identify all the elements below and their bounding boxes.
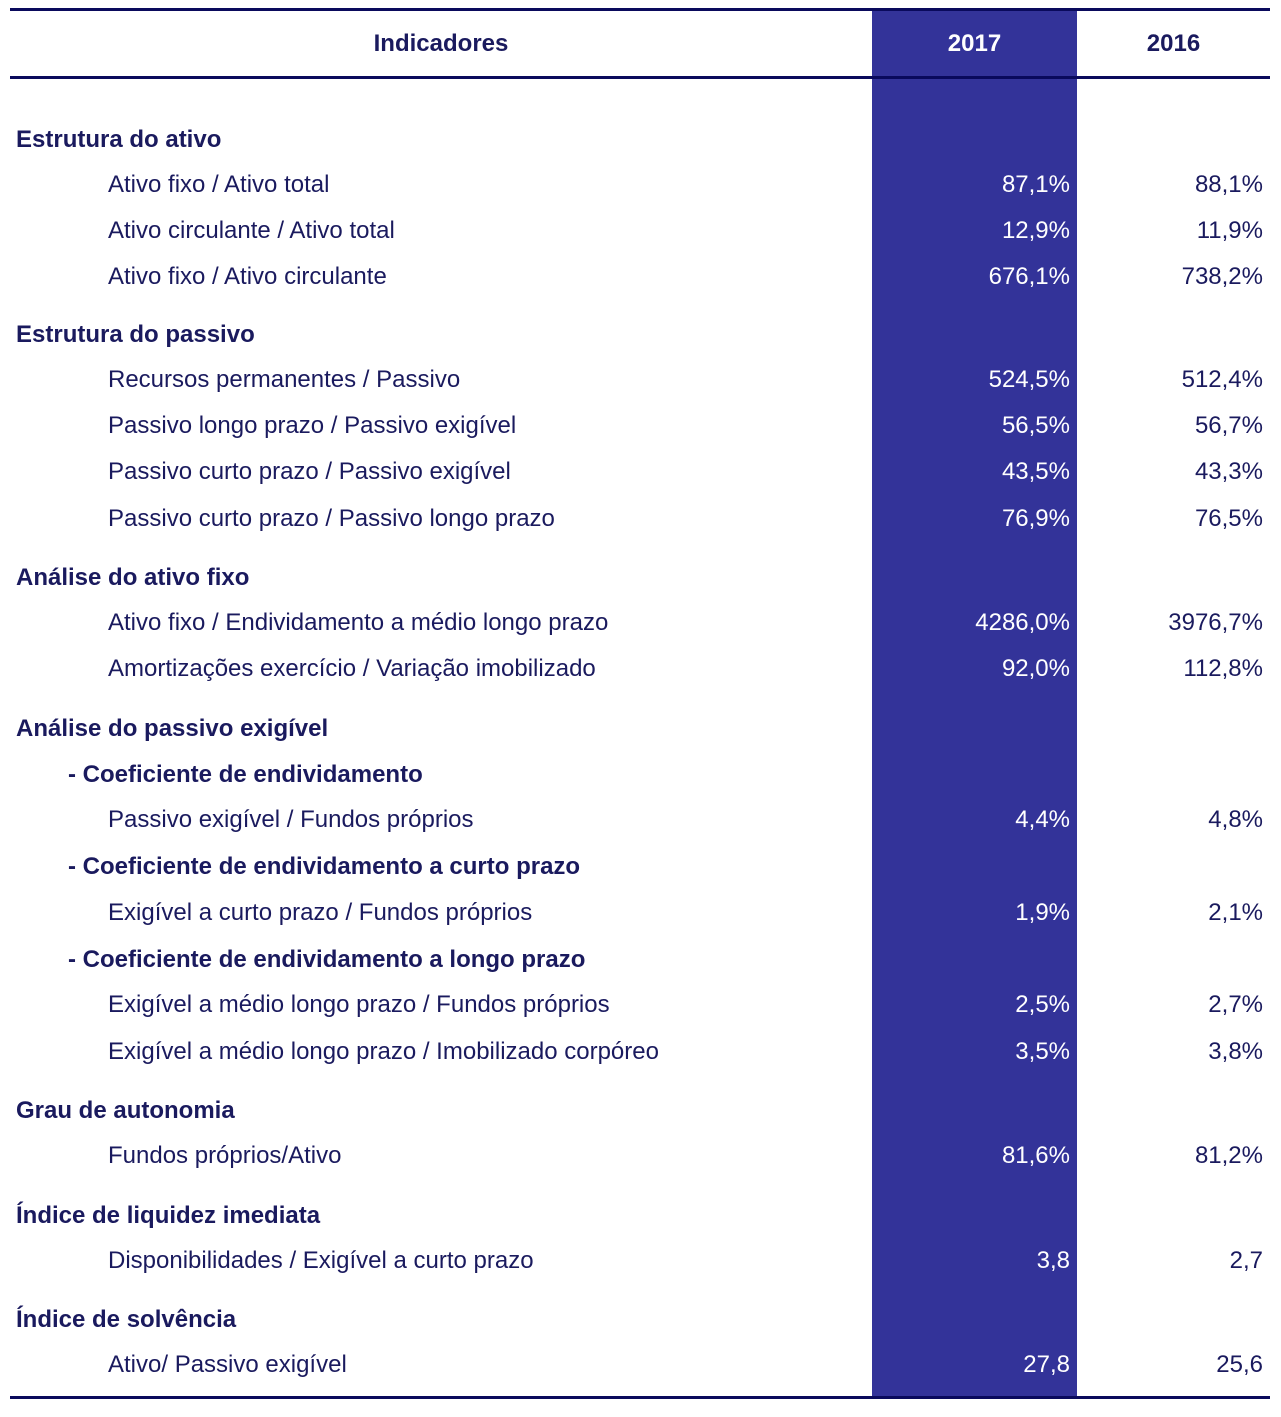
section-heading — [0, 117, 1281, 163]
value-2016: 43,3% — [1194, 458, 1263, 485]
table-row — [0, 1133, 1281, 1179]
row-label: Grau de autonomia — [16, 1097, 235, 1124]
row-label: Análise do ativo fixo — [16, 564, 250, 591]
value-2017: 81,6% — [1001, 1142, 1070, 1169]
row-label: Fundos próprios/Ativo — [108, 1142, 342, 1169]
row-label: - Coeficiente de endividamento a curto prazo — [68, 853, 581, 880]
table-row — [0, 797, 1281, 843]
row-label: Exigível a médio longo prazo / Imobilizado corpóreo — [108, 1038, 659, 1065]
section-heading — [0, 1193, 1281, 1239]
value-2016: 76,5% — [1194, 505, 1263, 532]
value-2016: 512,4% — [1181, 366, 1263, 393]
subsection-heading — [0, 844, 1281, 890]
value-2017: 4,4% — [1015, 806, 1070, 833]
bottom-rule — [10, 1396, 1270, 1399]
value-2017: 87,1% — [1001, 171, 1070, 198]
value-2016: 25,6 — [1216, 1351, 1263, 1378]
row-label: Disponibilidades / Exigível a curto prazo — [108, 1247, 534, 1274]
row-label: Passivo exigível / Fundos próprios — [108, 806, 474, 833]
row-label: Índice de solvência — [16, 1306, 237, 1333]
value-2016: 3976,7% — [1168, 609, 1263, 636]
table-row — [0, 1238, 1281, 1284]
table-row — [0, 600, 1281, 646]
value-2017: 12,9% — [1001, 217, 1070, 244]
row-label: - Coeficiente de endividamento — [68, 761, 423, 788]
table-row — [0, 890, 1281, 936]
table-row — [0, 449, 1281, 495]
table-row — [0, 162, 1281, 208]
value-2016: 2,7% — [1208, 991, 1263, 1018]
value-2016: 81,2% — [1194, 1142, 1263, 1169]
section-heading — [0, 706, 1281, 752]
value-2017: 43,5% — [1001, 458, 1070, 485]
section-heading — [0, 555, 1281, 601]
value-2016: 2,7 — [1229, 1247, 1263, 1274]
table-row — [0, 982, 1281, 1028]
value-2017: 3,5% — [1015, 1038, 1070, 1065]
value-2016: 3,8% — [1208, 1038, 1263, 1065]
row-label: Recursos permanentes / Passivo — [108, 366, 461, 393]
row-label: Passivo curto prazo / Passivo exigível — [108, 458, 511, 485]
value-2017: 1,9% — [1015, 899, 1070, 926]
value-2017: 4286,0% — [975, 609, 1070, 636]
row-label: Índice de liquidez imediata — [16, 1202, 321, 1229]
table-row — [0, 496, 1281, 542]
header-indicadores: Indicadores — [373, 30, 509, 57]
table-row — [0, 254, 1281, 300]
row-label: Estrutura do passivo — [16, 321, 255, 348]
value-2017: 676,1% — [988, 263, 1070, 290]
value-2017: 524,5% — [988, 366, 1070, 393]
value-2017: 76,9% — [1001, 505, 1070, 532]
row-label: Exigível a curto prazo / Fundos próprios — [108, 899, 533, 926]
row-label: Ativo fixo / Ativo circulante — [108, 263, 387, 290]
table-row — [0, 208, 1281, 254]
row-label: - Coeficiente de endividamento a longo prazo — [68, 946, 586, 973]
table-row — [0, 1029, 1281, 1075]
header-2016: 2016 — [1146, 30, 1201, 57]
subsection-heading — [0, 752, 1281, 798]
table-row — [0, 646, 1281, 692]
table-row — [0, 357, 1281, 403]
value-2017: 27,8 — [1023, 1351, 1070, 1378]
value-2016: 112,8% — [1183, 655, 1263, 682]
section-heading — [0, 1088, 1281, 1134]
row-label: Ativo fixo / Ativo total — [108, 171, 330, 198]
row-label: Passivo longo prazo / Passivo exigível — [108, 412, 517, 439]
value-2017: 56,5% — [1001, 412, 1070, 439]
value-2016: 738,2% — [1181, 263, 1263, 290]
row-label: Estrutura do ativo — [16, 126, 222, 153]
table-row — [0, 1342, 1281, 1388]
value-2016: 2,1% — [1208, 899, 1263, 926]
value-2016: 56,7% — [1194, 412, 1263, 439]
value-2017: 92,0% — [1001, 655, 1070, 682]
section-heading — [0, 1297, 1281, 1343]
value-2016: 4,8% — [1208, 806, 1263, 833]
value-2017: 2,5% — [1015, 991, 1070, 1018]
header-2017: 2017 — [947, 30, 1002, 57]
value-2016: 11,9% — [1196, 217, 1263, 244]
row-label: Ativo circulante / Ativo total — [108, 217, 395, 244]
value-2017: 3,8 — [1036, 1247, 1070, 1274]
table-row — [0, 403, 1281, 449]
row-label: Ativo/ Passivo exigível — [108, 1351, 347, 1378]
section-heading — [0, 312, 1281, 358]
value-2016: 88,1% — [1194, 171, 1263, 198]
row-label: Amortizações exercício / Variação imobilizado — [108, 655, 596, 682]
row-label: Exigível a médio longo prazo / Fundos próprios — [108, 991, 610, 1018]
row-label: Passivo curto prazo / Passivo longo prazo — [108, 505, 555, 532]
row-label: Análise do passivo exigível — [16, 715, 329, 742]
subsection-heading — [0, 937, 1281, 983]
row-label: Ativo fixo / Endividamento a médio longo prazo — [108, 609, 609, 636]
